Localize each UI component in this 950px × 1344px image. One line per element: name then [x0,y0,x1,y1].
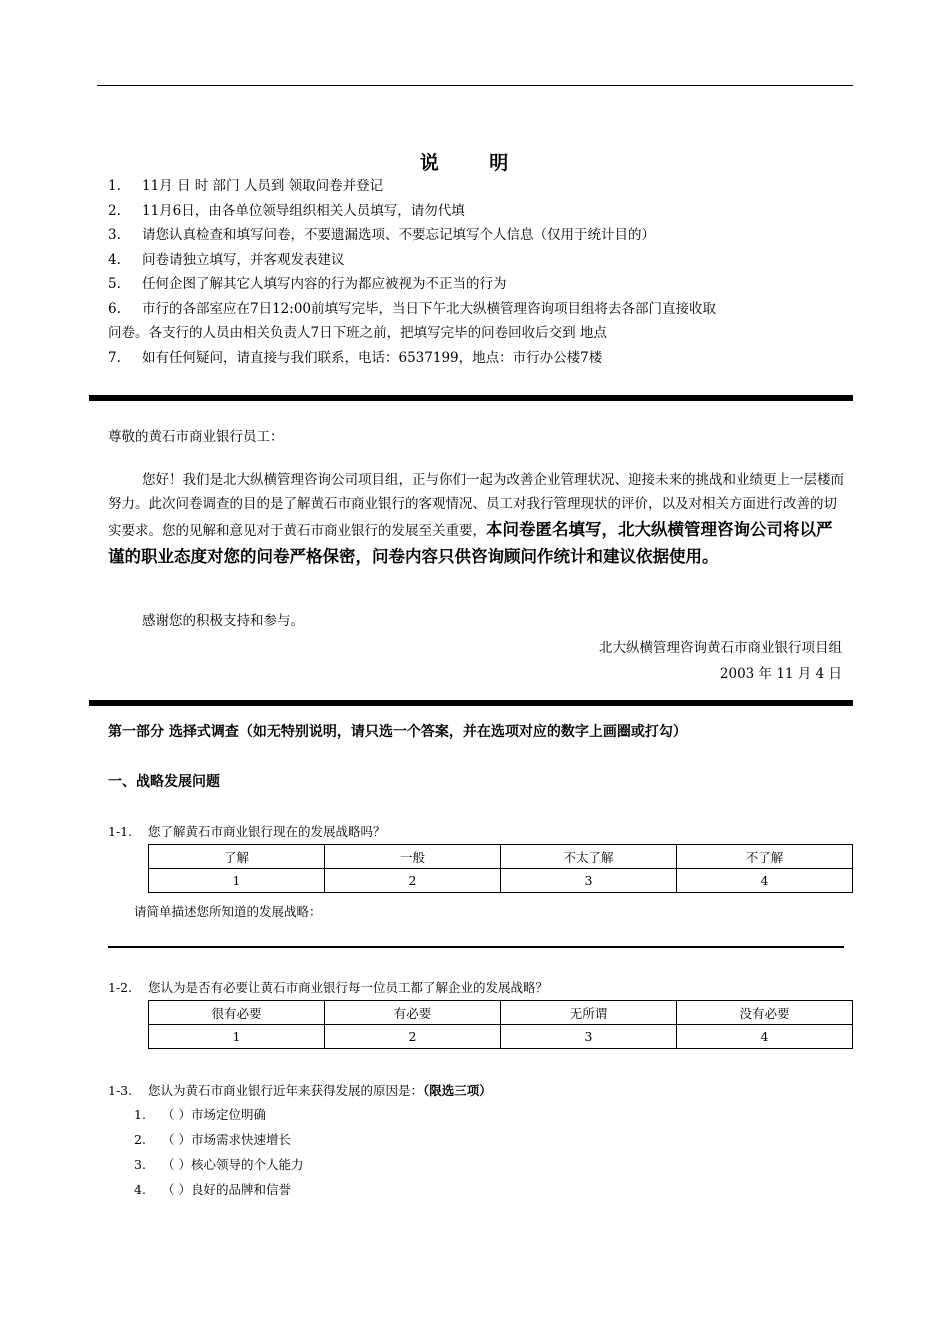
letter-body [108,468,848,570]
choice-item[interactable]: 2. （ ）市场需求快速增长 [134,1132,291,1147]
divider-1 [89,395,853,401]
question-1-1: 1-1. 您了解黄石市商业银行现在的发展战略吗？ [108,824,386,839]
option-value[interactable]: 1 [149,869,325,893]
question-1-2: 1-2. 您认为是否有必要让黄石市商业银行每一位员工都了解企业的发展战略？ [108,980,549,995]
option-label: 有必要 [325,1001,501,1025]
instruction-item: 5. 任何企图了解其它人填写内容的行为都应被视为不正当的行为 [108,276,507,292]
divider-2 [89,700,853,706]
letter-date: 2003 年 11 月 4 日 [719,666,842,682]
option-label: 无所谓 [501,1001,677,1025]
letter-signature: 北大纵横管理咨询黄石市商业银行项目组 [599,640,842,656]
choice-item[interactable]: 4. （ ）良好的品牌和信誉 [134,1182,291,1197]
option-label: 不太了解 [501,845,677,869]
section-heading: 一、战略发展问题 [108,774,220,790]
letter-body-text: 您好！我们是北大纵横管理咨询公司项目组，正与你们一起为改善企业管理状况、迎接未来的挑战和业绩更上一层楼而努力。此次问卷调查的目的是了解黄石市商业银行的客观情况、员工对我行管理现状的评价，以及对相关方面进行改善的切实要求。您的见解和意见对于黄石市商业银行的发展至关重要， [108,472,844,539]
choice-item[interactable]: 3. （ ）核心领导的个人能力 [134,1157,304,1172]
option-value[interactable]: 4 [677,1025,853,1049]
q1-2-options-table [148,1000,853,1049]
question-1-3: 1-3. 您认为黄石市商业银行近年来获得发展的原因是：（限选三项） [108,1083,492,1098]
part1-heading: 第一部分 选择式调查（如无特别说明，请只选一个答案，并在选项对应的数字上画圈或打勾） [108,724,687,740]
q1-1-followup: 请简单描述您所知道的发展战略： [134,904,322,919]
option-value[interactable]: 2 [325,1025,501,1049]
instruction-item: 6. 市行的各部室应在7日12:00前填写完毕，当日下午北大纵横管理咨询项目组将去各部门直接收取 [108,300,716,317]
choice-item[interactable]: 1. （ ）市场定位明确 [134,1107,266,1122]
instruction-item: 7. 如有任何疑问，请直接与我们联系，电话：6537199，地点：市行办公楼7楼 [108,349,603,366]
q1-1-options-table [148,844,853,893]
option-value[interactable]: 3 [501,869,677,893]
option-value[interactable]: 2 [325,869,501,893]
instruction-item: 2. 11月6日，由各单位领导组织相关人员填写，请勿代填 [108,202,465,219]
letter-body-emphasis: 本问卷匿名填写，北大纵横管理咨询公司将以严谨的职业态度对您的问卷严格保密，问卷内容只供咨询顾问作统计和建议依据使用。 [108,520,833,566]
option-label: 一般 [325,845,501,869]
letter-thanks: 感谢您的积极支持和参与。 [142,613,304,629]
option-value[interactable]: 4 [677,869,853,893]
instruction-item: 4. 问卷请独立填写，并客观发表建议 [108,251,345,268]
option-value[interactable]: 3 [501,1025,677,1049]
instruction-item: 1. 11月 日 时 部门 人员到 领取问卷并登记 [108,178,384,194]
option-value[interactable]: 1 [149,1025,325,1049]
instruction-item: 3. 请您认真检查和填写问卷，不要遗漏选项、不要忘记填写个人信息（仅用于统计目的） [108,227,655,243]
answer-line[interactable] [108,946,844,948]
option-label: 不了解 [677,845,853,869]
top-rule [97,85,853,86]
option-label: 了解 [149,845,325,869]
instruction-item: 问卷。各支行的人员由相关负责人7日下班之前，把填写完毕的问卷回收后交到 地点 [108,325,607,341]
option-label: 很有必要 [149,1001,325,1025]
option-label: 没有必要 [677,1001,853,1025]
instructions-list [108,174,848,370]
page-title: 说 明 [419,152,531,174]
letter-greeting: 尊敬的黄石市商业银行员工： [108,429,284,445]
select-limit: （限选三项） [423,1083,492,1098]
